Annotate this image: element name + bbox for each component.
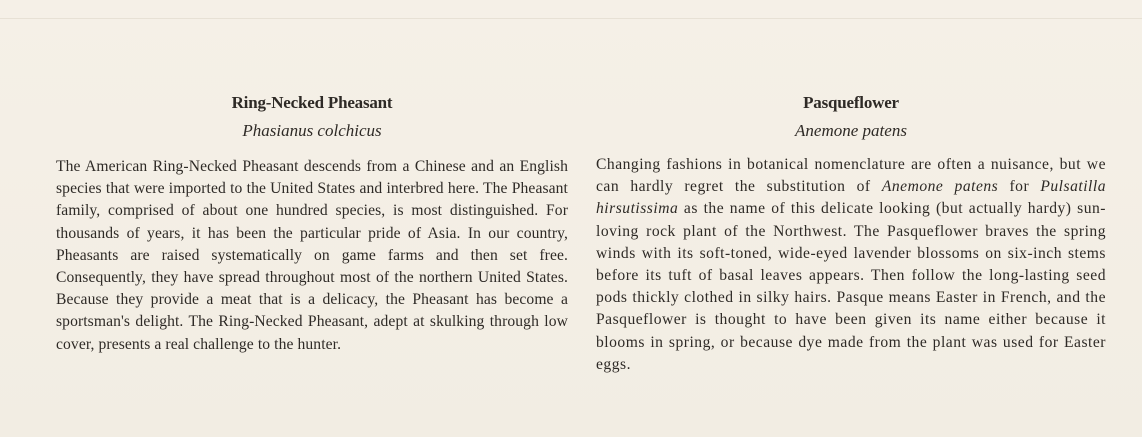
pheasant-section xyxy=(56,90,568,371)
pheasant-title: Ring-Necked Pheasant xyxy=(231,93,393,112)
pasqueflower-text-3: as the name of this delicate looking (but actually hardy) sun-loving rock plant of the Northwest. The Pasqueflower braves the spring winds with its soft-toned, wide-eyed lavender blossoms on six-inch stems before its tuft of basal leaves appears. Then follow the long-lasting seed pods thickly clothed in silky hairs. Pasque means Easter in French, and the Pasqueflower is thought to have been given its name either because it blooms in spring, or because dye made from the plant was used for Easter eggs. xyxy=(596,200,1106,373)
pasqueflower-text-1: Changing fashions in botanical nomenclature are often a nuisance, but we can hardly regret the substitution of xyxy=(596,156,1106,196)
top-edge-line xyxy=(0,18,1142,19)
pasqueflower-italic-pulsatilla: Pulsatilla hirsutissima xyxy=(596,178,1106,218)
pasqueflower-description xyxy=(596,154,1106,376)
pheasant-description: The American Ring-Necked Pheasant descends from a Chinese and an English species that were imported to the United States and interbred here. The Pheasant family, comprised of about one hundred species, is most distinguished. For thousands of years, it has been the particular pride of Asia. In our country, Pheasants are raised systematically on game farms and then set free. Consequently, they have spread throughout most of the northern United States. Because they provide a meat that is a delicacy, the Pheasant has become a sportsman's delight. The Ring-Necked Pheasant, adept at skulking through low cover, presents a real challenge to the hunter. xyxy=(56,158,568,353)
pasqueflower-text-2: for xyxy=(998,178,1041,196)
pasqueflower-section xyxy=(596,90,1106,392)
pheasant-scientific-name: Phasianus colchicus xyxy=(242,121,382,140)
pasqueflower-title: Pasqueflower xyxy=(803,93,899,112)
pasqueflower-italic-anemone: Anemone patens xyxy=(881,178,999,196)
pasqueflower-scientific-name: Anemone patens xyxy=(795,121,907,140)
